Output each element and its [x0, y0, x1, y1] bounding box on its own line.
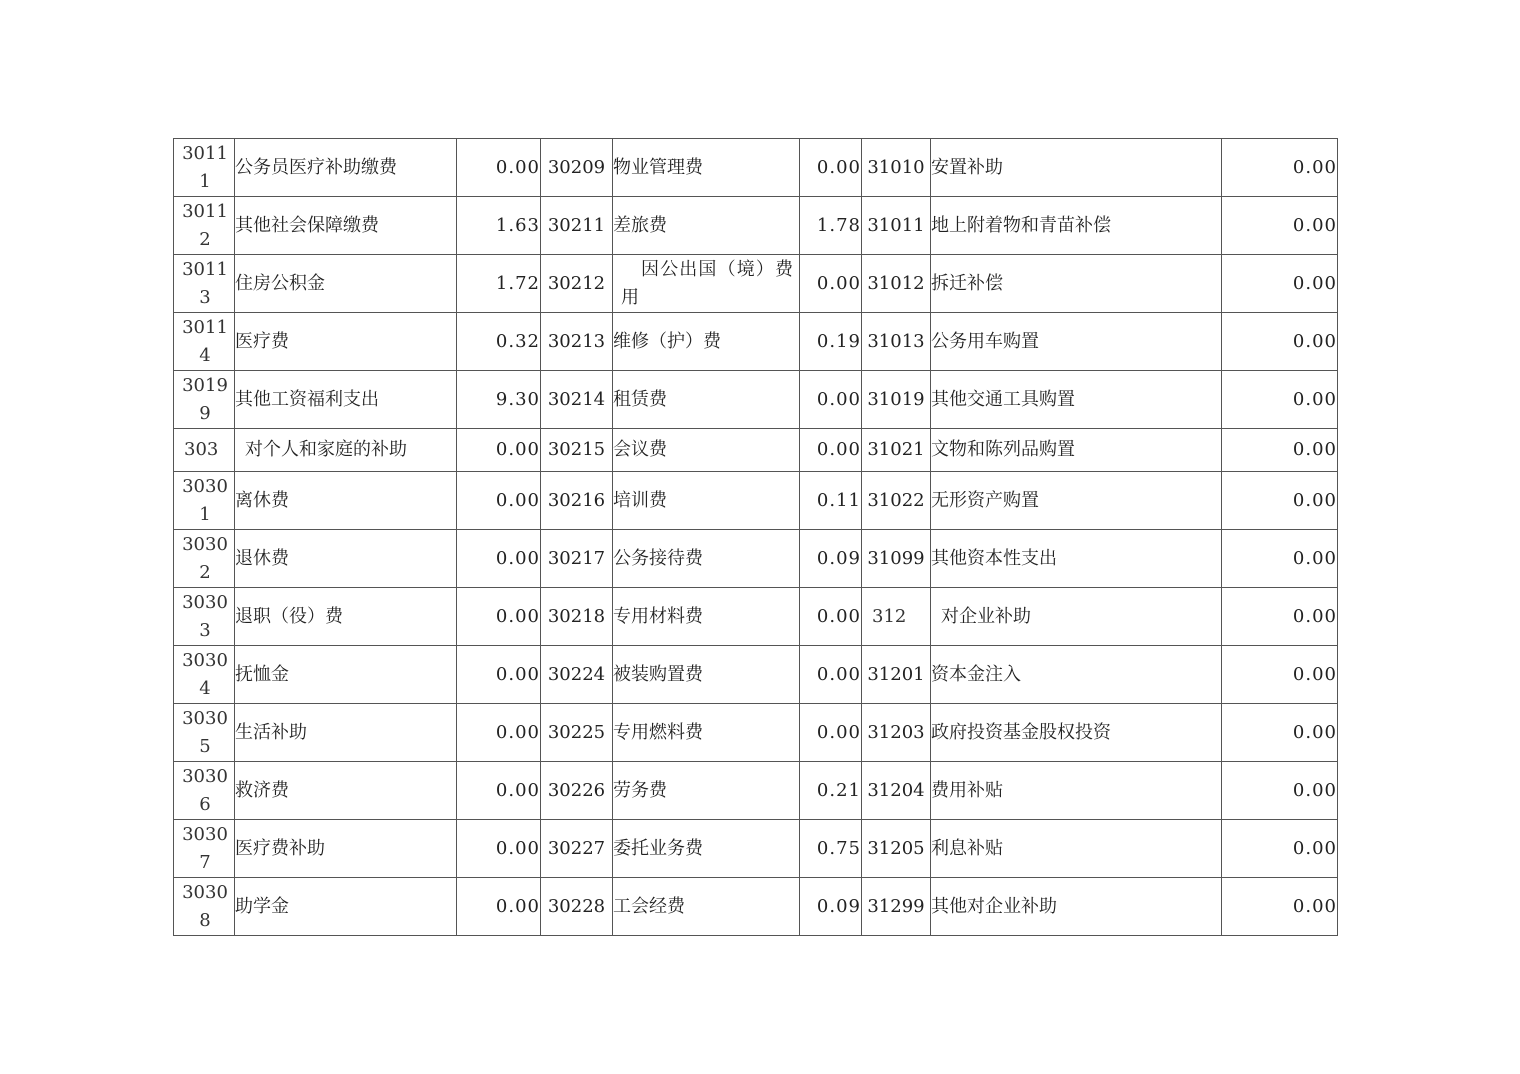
econ-code-cell: 31205: [862, 820, 931, 878]
amount-cell: 0.00: [457, 472, 541, 530]
econ-code-cell: 30306: [174, 762, 235, 820]
econ-code-cell: 30308: [174, 878, 235, 936]
econ-code-cell: 30226: [541, 762, 613, 820]
item-name-cell: 救济费: [235, 762, 457, 820]
amount-cell: 0.00: [457, 762, 541, 820]
amount-cell: 0.00: [800, 371, 862, 429]
amount-cell: 0.00: [800, 255, 862, 313]
econ-code-cell: 31019: [862, 371, 931, 429]
amount-cell: 0.11: [800, 472, 862, 530]
econ-code-cell: 31013: [862, 313, 931, 371]
item-name-cell: 助学金: [235, 878, 457, 936]
econ-code-cell: 30211: [541, 197, 613, 255]
item-name-cell: 退休费: [235, 530, 457, 588]
item-name-cell: 委托业务费: [613, 820, 800, 878]
amount-cell: 0.00: [457, 429, 541, 472]
amount-cell: 1.63: [457, 197, 541, 255]
econ-code-cell: 30228: [541, 878, 613, 936]
item-name-cell: 差旅费: [613, 197, 800, 255]
amount-cell: 0.00: [800, 588, 862, 646]
econ-code-cell: 31203: [862, 704, 931, 762]
econ-code-cell: 30225: [541, 704, 613, 762]
table-row: [174, 704, 1338, 762]
table-row: [174, 255, 1338, 313]
item-name-cell: 劳务费: [613, 762, 800, 820]
amount-cell: 0.09: [800, 530, 862, 588]
econ-code-cell: 30302: [174, 530, 235, 588]
econ-code-cell: 30113: [174, 255, 235, 313]
amount-cell: 1.78: [800, 197, 862, 255]
item-name-cell: 医疗费: [235, 313, 457, 371]
econ-code-cell: 30199: [174, 371, 235, 429]
item-name-cell: 公务接待费: [613, 530, 800, 588]
amount-cell: 0.21: [800, 762, 862, 820]
amount-cell: 9.30: [457, 371, 541, 429]
table-row: [174, 139, 1338, 197]
econ-code-cell: 30305: [174, 704, 235, 762]
table-row: [174, 472, 1338, 530]
amount-cell: 0.00: [457, 530, 541, 588]
amount-cell: 0.00: [800, 139, 862, 197]
item-name-cell: 退职（役）费: [235, 588, 457, 646]
item-name-cell: 其他对企业补助: [931, 878, 1222, 936]
item-name-cell: 公务用车购置: [931, 313, 1222, 371]
table-row: [174, 371, 1338, 429]
item-name-cell: 维修（护）费: [613, 313, 800, 371]
econ-code-cell: 30218: [541, 588, 613, 646]
budget-table: [173, 138, 1338, 936]
table-row: [174, 588, 1338, 646]
amount-cell: 0.00: [800, 429, 862, 472]
amount-cell: 0.00: [457, 139, 541, 197]
item-name-cell: 离休费: [235, 472, 457, 530]
amount-cell: 0.00: [457, 878, 541, 936]
econ-code-cell: 30227: [541, 820, 613, 878]
econ-code-cell: 31021: [862, 429, 931, 472]
table-row: [174, 820, 1338, 878]
econ-code-cell: 31201: [862, 646, 931, 704]
item-name-cell: 文物和陈列品购置: [931, 429, 1222, 472]
item-name-cell: 其他工资福利支出: [235, 371, 457, 429]
amount-cell: 0.00: [800, 646, 862, 704]
item-name-cell: 医疗费补助: [235, 820, 457, 878]
item-name-cell: 资本金注入: [931, 646, 1222, 704]
econ-code-cell: 303: [174, 429, 235, 472]
amount-cell: 0.00: [1222, 255, 1338, 313]
amount-cell: 0.75: [800, 820, 862, 878]
item-name-cell: 安置补助: [931, 139, 1222, 197]
amount-cell: 0.19: [800, 313, 862, 371]
table-row: [174, 429, 1338, 472]
item-name-cell: 培训费: [613, 472, 800, 530]
table-row: [174, 530, 1338, 588]
econ-code-cell: 30111: [174, 139, 235, 197]
amount-cell: 0.00: [1222, 820, 1338, 878]
econ-code-cell: 312: [862, 588, 931, 646]
item-name-cell: 利息补贴: [931, 820, 1222, 878]
table-row: [174, 762, 1338, 820]
item-name-cell: 对个人和家庭的补助: [235, 429, 457, 472]
amount-cell: 0.00: [1222, 704, 1338, 762]
econ-code-cell: 30215: [541, 429, 613, 472]
econ-code-cell: 30213: [541, 313, 613, 371]
econ-code-cell: 30307: [174, 820, 235, 878]
item-name-cell: 地上附着物和青苗补偿: [931, 197, 1222, 255]
econ-code-cell: 30217: [541, 530, 613, 588]
item-name-cell: 无形资产购置: [931, 472, 1222, 530]
amount-cell: 0.00: [1222, 878, 1338, 936]
amount-cell: 0.00: [1222, 762, 1338, 820]
amount-cell: 0.00: [457, 704, 541, 762]
amount-cell: 0.00: [1222, 139, 1338, 197]
econ-code-cell: 31010: [862, 139, 931, 197]
amount-cell: 0.00: [1222, 472, 1338, 530]
item-name-cell: 会议费: [613, 429, 800, 472]
item-name-cell: 公务员医疗补助缴费: [235, 139, 457, 197]
econ-code-cell: 31099: [862, 530, 931, 588]
amount-cell: 1.72: [457, 255, 541, 313]
item-name-cell: 拆迁补偿: [931, 255, 1222, 313]
item-name-cell: 工会经费: [613, 878, 800, 936]
econ-code-cell: 30209: [541, 139, 613, 197]
table-row: [174, 646, 1338, 704]
econ-code-cell: 30214: [541, 371, 613, 429]
item-name-cell: 抚恤金: [235, 646, 457, 704]
econ-code-cell: 30224: [541, 646, 613, 704]
amount-cell: 0.00: [1222, 197, 1338, 255]
amount-cell: 0.00: [457, 588, 541, 646]
econ-code-cell: 30303: [174, 588, 235, 646]
amount-cell: 0.00: [1222, 530, 1338, 588]
econ-code-cell: 30114: [174, 313, 235, 371]
item-name-cell: 被装购置费: [613, 646, 800, 704]
econ-code-cell: 30304: [174, 646, 235, 704]
item-name-cell: 对企业补助: [931, 588, 1222, 646]
item-name-cell: 其他交通工具购置: [931, 371, 1222, 429]
item-name-cell: 专用材料费: [613, 588, 800, 646]
amount-cell: 0.09: [800, 878, 862, 936]
econ-code-cell: 30216: [541, 472, 613, 530]
econ-code-cell: 30301: [174, 472, 235, 530]
item-name-cell: 政府投资基金股权投资: [931, 704, 1222, 762]
item-name-cell: 生活补助: [235, 704, 457, 762]
amount-cell: 0.00: [800, 704, 862, 762]
econ-code-cell: 31299: [862, 878, 931, 936]
item-name-cell: 住房公积金: [235, 255, 457, 313]
item-name-cell: 其他资本性支出: [931, 530, 1222, 588]
econ-code-cell: 31204: [862, 762, 931, 820]
econ-code-cell: 30112: [174, 197, 235, 255]
amount-cell: 0.00: [457, 646, 541, 704]
item-name-cell: 专用燃料费: [613, 704, 800, 762]
econ-code-cell: 31022: [862, 472, 931, 530]
table-row: [174, 878, 1338, 936]
table-row: [174, 313, 1338, 371]
amount-cell: 0.00: [1222, 371, 1338, 429]
econ-code-cell: 31011: [862, 197, 931, 255]
item-name-cell: 物业管理费: [613, 139, 800, 197]
item-name-cell: 其他社会保障缴费: [235, 197, 457, 255]
amount-cell: 0.00: [457, 820, 541, 878]
amount-cell: 0.00: [1222, 313, 1338, 371]
amount-cell: 0.32: [457, 313, 541, 371]
amount-cell: 0.00: [1222, 429, 1338, 472]
amount-cell: 0.00: [1222, 646, 1338, 704]
item-name-cell: 租赁费: [613, 371, 800, 429]
amount-cell: 0.00: [1222, 588, 1338, 646]
econ-code-cell: 31012: [862, 255, 931, 313]
econ-code-cell: 30212: [541, 255, 613, 313]
table-row: [174, 197, 1338, 255]
item-name-cell: 费用补贴: [931, 762, 1222, 820]
item-name-cell: 因公出国（境）费用: [613, 255, 800, 313]
